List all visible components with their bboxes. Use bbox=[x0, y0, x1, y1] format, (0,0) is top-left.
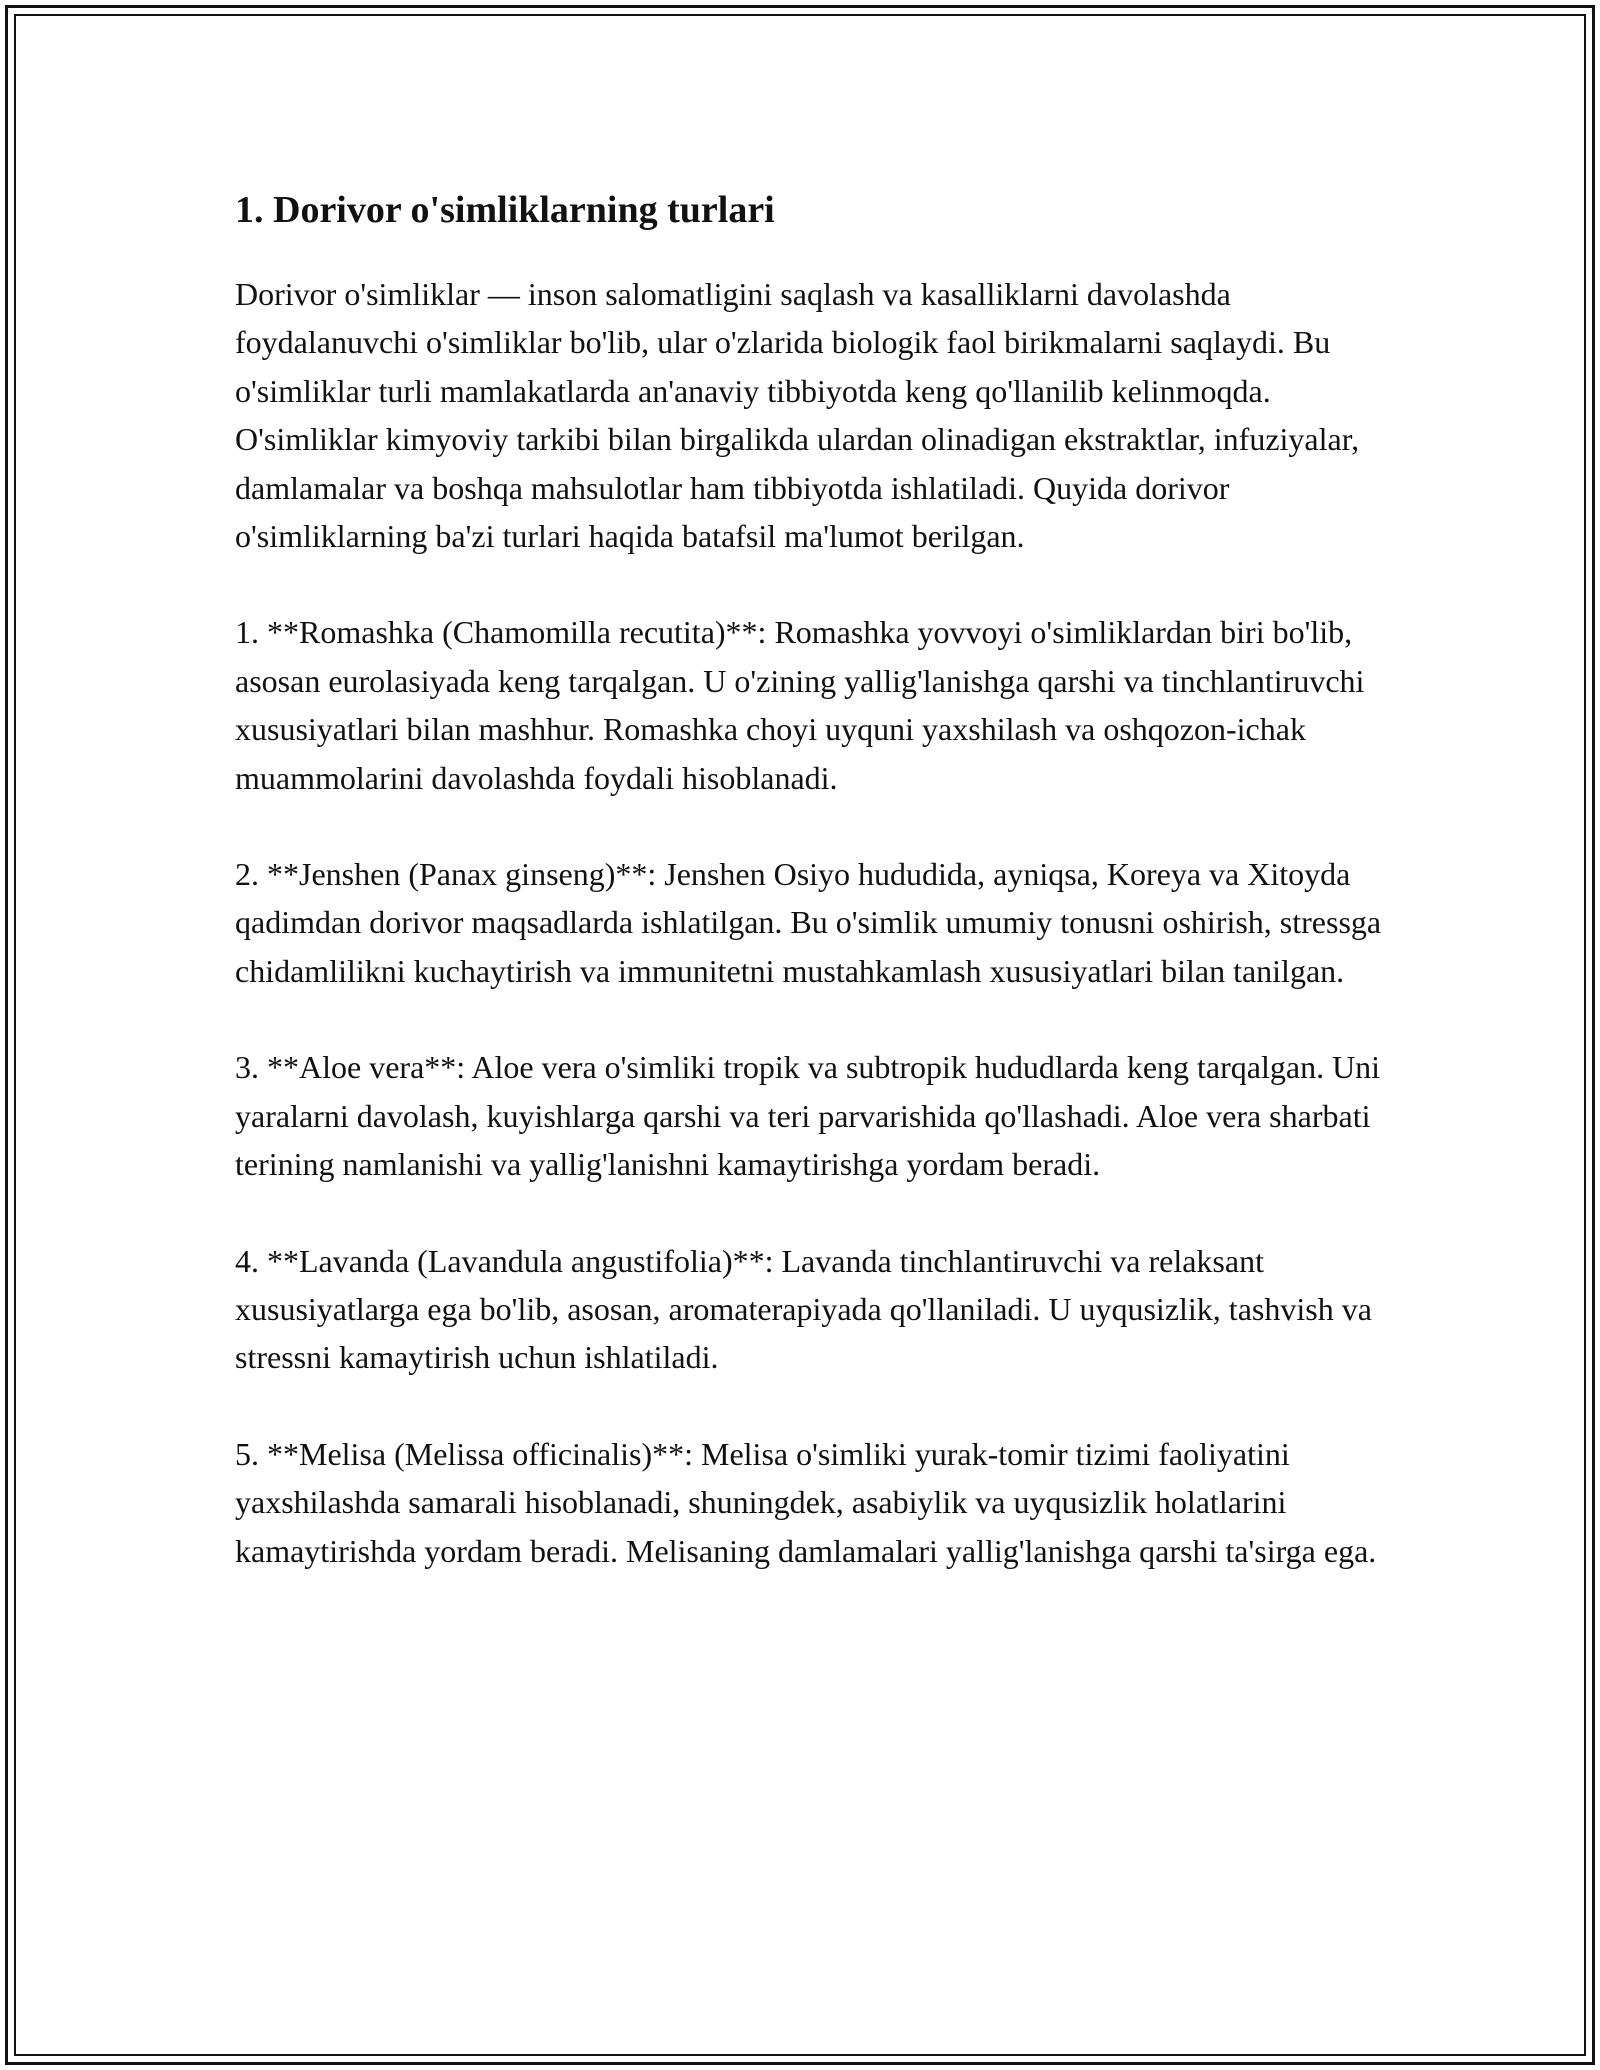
list-item-aloe-vera: 3. **Aloe vera**: Aloe vera o'simliki tropik va subtropik hududlarda keng tarqalgan. Uni yaralarni davolash, kuyishlarga qarshi va teri parvarishida qo'llashadi. Aloe vera sharbati terining namlanishi va yallig'lanishni kamaytirishga yordam beradi. bbox=[235, 1049, 1381, 1183]
document-body bbox=[235, 186, 1385, 1623]
list-item-jenshen: 2. **Jenshen (Panax ginseng)**: Jenshen Osiyo hududida, ayniqsa, Koreya va Xitoyda qadimdan dorivor maqsadlarda ishlatilgan. Bu o'simlik umumiy tonusni oshirish, stressga chidamlilikni kuchaytirish va immunitetni mustahkamlash xususiyatlari bilan tanilgan. bbox=[235, 856, 1382, 989]
list-item-romashka: 1. **Romashka (Chamomilla recutita)**: Romashka yovvoyi o'simliklardan biri bo'lib, asosan eurolasiyada keng tarqalgan. U o'zining yallig'lanishga qarshi va tinchlantiruvchi xususiyatlari bilan mashhur. Romashka choyi uyquni yaxshilash va oshqozon-ichak muammolarini davolashda foydali hisoblanadi. bbox=[235, 614, 1365, 796]
list-item-melisa: 5. **Melisa (Melissa officinalis)**: Melisa o'simliki yurak-tomir tizimi faoliyatini yaxshilashda samarali hisoblanadi, shuningdek, asabiylik va uyqusizlik holatlarini kamaytirishda yordam beradi. Melisaning damlamalari yallig'lanishga qarshi ta'sirga ega. bbox=[235, 1435, 1377, 1569]
section-heading: 1. Dorivor o'simliklarning turlari bbox=[235, 189, 775, 231]
intro-paragraph: Dorivor o'simliklar — inson salomatligini saqlash va kasalliklarni davolashda foydalanuvchi o'simliklar bo'lib, ular o'zlarida biologik faol birikmalarni saqlaydi. Bu o'simliklar turli mamlakatlarda an'anaviy tibbiyotda keng qo'llanilib kelinmoqda. O'simliklar kimyoviy tarkibi bilan birgalikda ulardan olinadigan ekstraktlar, infuziyalar, damlamalar va boshqa mahsulotlar ham tibbiyotda ishlatiladi. Quyida dorivor o'simliklarning ba'zi turlari haqida batafsil ma'lumot berilgan. bbox=[235, 276, 1360, 555]
list-item-lavanda: 4. **Lavanda (Lavandula angustifolia)**: Lavanda tinchlantiruvchi va relaksant xususiyatlarga ega bo'lib, asosan, aromaterapiyada qo'llaniladi. U uyqusizlik, tashvish va stressni kamaytirish uchun ishlatiladi. bbox=[235, 1242, 1372, 1376]
